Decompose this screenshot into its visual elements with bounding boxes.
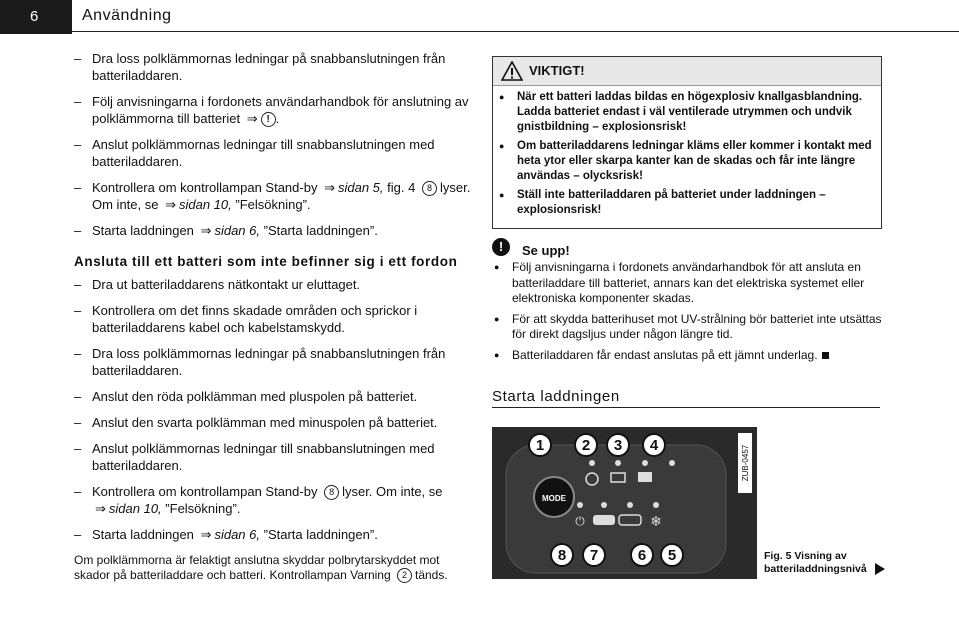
callout-number: 2 xyxy=(397,568,412,583)
motorcycle-icon xyxy=(593,515,615,525)
led-warning xyxy=(615,460,621,466)
snowflake-icon: ❄ xyxy=(650,514,662,530)
callout-number: 8 xyxy=(422,181,437,196)
page-header xyxy=(0,0,959,34)
led-battery-half xyxy=(642,460,648,466)
list-item: – Starta laddningen ⇒ sidan 6, ”Starta laddningen”. xyxy=(74,222,474,239)
caution-item: ● För att skydda batterihuset mot UV-strålning bör batteriet inte utsättas för direkt dagsljus under någon längre tid. xyxy=(492,312,882,343)
page-ref[interactable]: sidan 6, xyxy=(214,223,260,238)
warning-item: ● När ett batteri laddas bildas en högexplosiv knallgasblandning. Ladda batteriet endast i väl ventilerade utrymmen och undvik gnistbildning – explosionsrisk! xyxy=(497,90,875,135)
arrow-icon: ⇒ xyxy=(324,180,335,195)
list-item: – Kontrollera om det finns skadade områden och sprickor i batteriladdarens kabel och kabelstamskydd. xyxy=(74,302,474,336)
warning-item: ● Om batteriladdarens ledningar kläms eller kommer i kontakt med heta ytor eller skarpa kanter kan de skadas och får inte längre användas – olycksrisk! xyxy=(497,139,875,184)
charger-display-figure xyxy=(492,427,757,579)
page-ref[interactable]: sidan 10, xyxy=(179,197,232,212)
caution-icon: ! xyxy=(492,238,510,256)
list-item: – Anslut den svarta polklämman med minuspolen på batteriet. xyxy=(74,414,474,431)
header-rule xyxy=(72,31,959,32)
list-item: – Dra loss polklämmornas ledningar på snabbanslutningen från batteriladdaren. xyxy=(74,345,474,379)
list-item: – Anslut den röda polklämman med pluspolen på batteriet. xyxy=(74,388,474,405)
list-item: – Dra loss polklämmornas ledningar på snabbanslutningen från batteriladdaren. xyxy=(74,50,474,84)
list-item: – Kontrollera om kontrollampan Stand-by ⇒ sidan 5, fig. 4 8 lyser. Om inte, se ⇒ sidan 10, ”Felsökning”. xyxy=(74,179,474,213)
led-cold xyxy=(653,502,659,508)
arrow-icon: ⇒ xyxy=(200,223,212,238)
callout-number: 5 xyxy=(667,547,677,564)
caution-header xyxy=(492,238,882,260)
caution-item: ● Följ anvisningarna i fordonets användarhandbok för att ansluta en batteriladdare till batteriet, annars kan det elektriska systemet eller elektroniska komponenter skadas. xyxy=(492,260,882,307)
warning-triangle-icon xyxy=(501,61,523,81)
callout-number: 7 xyxy=(589,547,599,564)
list-item: – Starta laddningen ⇒ sidan 6, ”Starta laddningen”. xyxy=(74,526,474,543)
continue-arrow-icon xyxy=(875,563,885,575)
led-power xyxy=(589,460,595,466)
warning-item: ● Ställ inte batteriladdaren på batteriet under laddningen – explosionsrisk! xyxy=(497,188,875,218)
arrow-icon: ⇒ xyxy=(95,501,106,516)
list-item: – Följ anvisningarna i fordonets användarhandbok för anslutning av polklämmorna till batteriet ⇒ ! . xyxy=(74,93,474,127)
arrow-icon: ⇒ xyxy=(246,111,258,126)
note-paragraph: Om polklämmorna är felaktigt anslutna skyddar polbrytarskyddet mot skador på batteriladdare och batteri. Kontrollampan Varning 2 tänds. xyxy=(74,553,448,582)
list-item: – Dra ut batteriladdarens nätkontakt ur eluttaget. xyxy=(74,276,474,293)
led-battery-full xyxy=(669,460,675,466)
warning-bar xyxy=(493,57,881,86)
page-ref[interactable]: sidan 6, xyxy=(214,527,260,542)
callout-number: 2 xyxy=(581,437,591,454)
section-heading: Ansluta till ett batteri som inte befinner sig i ett fordon xyxy=(74,254,458,269)
figure-code: ZUB-0457 xyxy=(741,444,750,482)
arrow-icon: ⇒ xyxy=(200,527,212,542)
led-standby xyxy=(577,502,583,508)
arrow-icon: ⇒ xyxy=(165,197,176,212)
callout-number: 3 xyxy=(613,437,623,454)
chapter-title: Användning xyxy=(82,7,172,24)
callout-number: 8 xyxy=(557,547,567,564)
warning-body xyxy=(493,86,881,228)
figure-caption: Fig. 5 Visning av batteriladdningsnivå xyxy=(764,550,867,575)
callout-number: 8 xyxy=(324,485,339,500)
led-motorcycle xyxy=(601,502,607,508)
warning-ref-icon: ! xyxy=(261,112,276,127)
section-heading-start-charging: Starta laddningen xyxy=(492,388,880,408)
warning-box xyxy=(492,56,882,229)
caution-label: Se upp! xyxy=(522,243,570,258)
caution-block xyxy=(492,238,882,368)
warning-label: VIKTIGT! xyxy=(529,63,585,78)
end-of-section-icon xyxy=(822,352,829,359)
list-item: – Anslut polklämmornas ledningar till snabbanslutningen med batteriladdaren. xyxy=(74,136,474,170)
callout-number: 1 xyxy=(535,437,545,454)
mode-label: MODE xyxy=(542,494,566,503)
caution-item: ● Batteriladdaren får endast anslutas på ett jämnt underlag. xyxy=(492,348,882,364)
list-item: – Anslut polklämmornas ledningar till snabbanslutningen med batteriladdaren. xyxy=(74,440,474,474)
callout-number: 6 xyxy=(637,547,647,564)
page-ref[interactable]: sidan 10, xyxy=(108,501,162,516)
left-column xyxy=(74,50,474,583)
page-ref[interactable]: sidan 5, xyxy=(337,180,384,195)
battery-full-icon xyxy=(638,472,652,482)
led-car xyxy=(627,502,633,508)
page-number: 6 xyxy=(0,0,72,34)
standby-icon: ⏻ xyxy=(575,514,585,528)
list-item: – Kontrollera om kontrollampan Stand-by 8 lyser. Om inte, se ⇒ sidan 10, ”Felsökning”. xyxy=(74,483,474,517)
callout-number: 4 xyxy=(649,437,659,454)
